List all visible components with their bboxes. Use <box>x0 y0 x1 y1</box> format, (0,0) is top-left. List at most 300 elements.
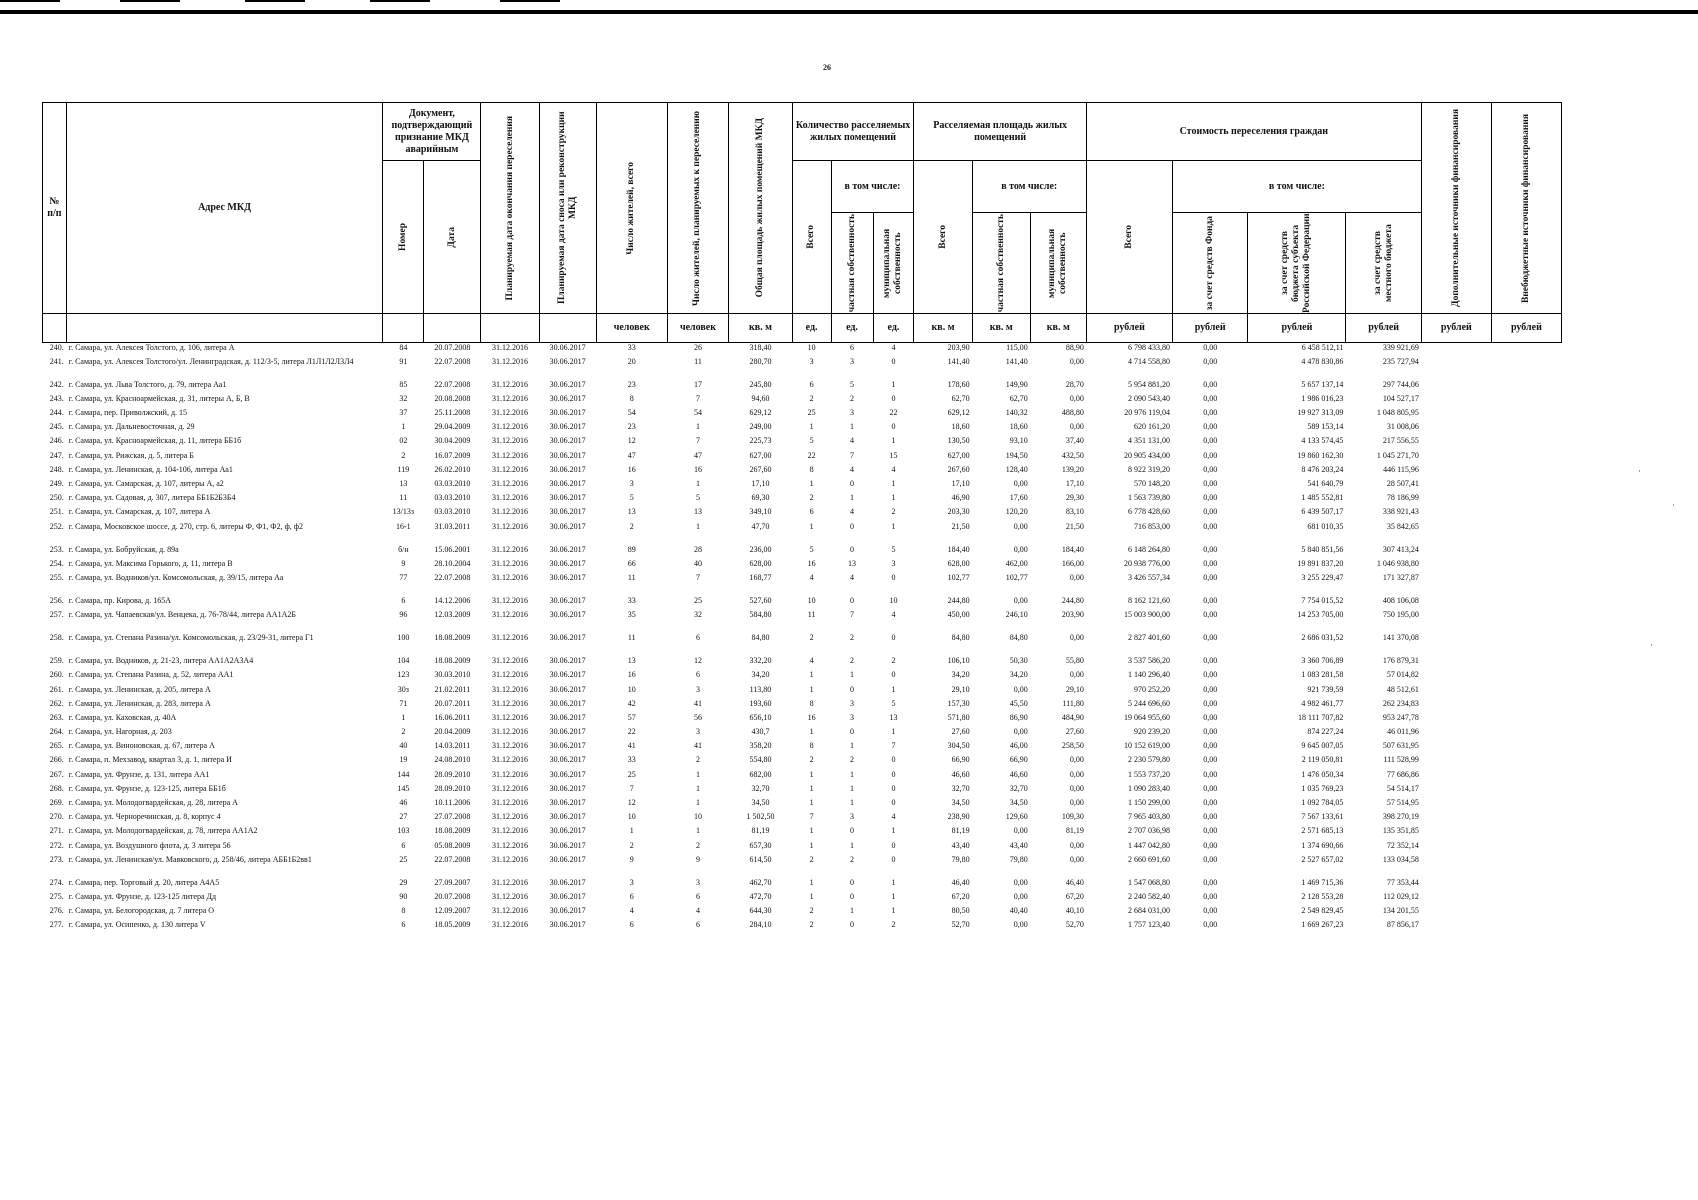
row-cost-local: 398 270,19 <box>1382 812 1419 822</box>
row-rooms-municipal: 0 <box>891 356 896 366</box>
row-cost-fund: 0,00 <box>1203 436 1218 446</box>
col-area-municipal: муниципальная собственность <box>1030 213 1086 314</box>
row-area-municipal: 484,90 <box>1061 712 1084 722</box>
row-doc-number: 2 <box>401 450 406 460</box>
row-rooms-private: 3 <box>850 812 854 822</box>
row-cost-local: 72 352,14 <box>1386 840 1419 850</box>
col-area-group: Расселяемая площадь жилых помещений <box>914 103 1086 161</box>
row-rooms-total: 11 <box>807 610 816 620</box>
row-area-private: 140,32 <box>1005 408 1028 418</box>
row-cost-fund: 0,00 <box>1203 712 1218 722</box>
row-cost-subject: 1 469 715,36 <box>1301 877 1344 887</box>
row-area-private: 43,40 <box>1009 840 1028 850</box>
row-demolish-date: 30.06.2017 <box>549 812 586 822</box>
col-planned-demolish-date: Планируемая дата сноса или реконструкции МКД <box>539 103 596 314</box>
row-resettle-date: 31.12.2016 <box>492 393 528 403</box>
col-residents-planned: Число жителей, планируемых к переселению <box>667 103 728 314</box>
row-cost-total: 6 798 433,80 <box>1127 343 1170 352</box>
row-num: 242. <box>49 379 64 389</box>
table-row <box>43 408 1562 422</box>
row-total-area: 318,40 <box>749 343 772 352</box>
row-cost-local: 48 512,61 <box>1386 684 1419 694</box>
row-area-municipal: 0,00 <box>1069 670 1084 680</box>
row-resettle-date: 31.12.2016 <box>492 906 528 916</box>
row-resettle-date: 31.12.2016 <box>492 356 528 366</box>
row-doc-date: 22.07.2008 <box>434 854 471 864</box>
row-cost-local: 262 234,83 <box>1382 698 1419 708</box>
row-cost-total: 19 064 955,60 <box>1123 712 1170 722</box>
table-body <box>43 343 1562 935</box>
row-address: г. Самара, ул. Фрунзе, д. 123-125, литера ББ1б <box>68 783 226 793</box>
unit-cell <box>383 314 424 343</box>
row-total-area: 280,70 <box>749 356 772 366</box>
row-offbudget-sources <box>1491 493 1561 507</box>
row-rooms-total: 22 <box>807 450 816 460</box>
row-address: г. Самара, ул. Дальневосточная, д. 29 <box>68 422 195 432</box>
row-offbudget-sources <box>1491 559 1561 573</box>
row-residents-planned: 1 <box>695 521 700 531</box>
row-rooms-private: 3 <box>850 712 854 722</box>
row-area-municipal: 0,00 <box>1069 854 1084 864</box>
row-area-private: 129,60 <box>1005 812 1028 822</box>
row-resettle-date: 31.12.2016 <box>492 450 528 460</box>
row-rooms-total: 2 <box>809 755 814 765</box>
row-cost-subject: 1 035 769,23 <box>1301 783 1344 793</box>
row-area-municipal: 0,00 <box>1069 769 1084 779</box>
row-residents-planned: 7 <box>695 393 700 403</box>
row-cost-subject: 1 669 267,23 <box>1301 920 1344 930</box>
row-area-total: 184,40 <box>947 544 970 554</box>
row-doc-number: 29 <box>399 877 408 887</box>
row-extra-sources <box>1421 906 1491 920</box>
row-total-area: 69,30 <box>751 493 770 503</box>
row-doc-date: 20.07.2008 <box>434 343 471 352</box>
row-cost-local: 338 921,43 <box>1382 507 1419 517</box>
row-resettle-date: 31.12.2016 <box>492 741 528 751</box>
row-rooms-private: 2 <box>850 656 854 666</box>
row-num: 260. <box>49 670 64 680</box>
unit-rub: рублей <box>1421 314 1491 343</box>
row-num: 250. <box>49 493 64 503</box>
row-num: 271. <box>49 826 64 836</box>
row-area-private: 46,00 <box>1009 741 1028 751</box>
row-cost-local: 446 115,96 <box>1383 464 1419 474</box>
row-area-municipal: 109,30 <box>1061 812 1084 822</box>
row-cost-subject: 681 010,35 <box>1307 521 1344 531</box>
row-num: 259. <box>49 656 64 666</box>
row-doc-number: 13 <box>399 479 408 488</box>
row-rooms-private: 2 <box>850 854 854 864</box>
table-row <box>43 727 1562 741</box>
row-num: 265. <box>49 741 64 751</box>
row-cost-subject: 6 439 507,17 <box>1301 507 1344 517</box>
row-residents-total: 33 <box>627 343 636 352</box>
row-cost-total: 20 976 119,04 <box>1124 408 1170 418</box>
row-demolish-date: 30.06.2017 <box>549 356 586 366</box>
row-rooms-private: 3 <box>850 698 854 708</box>
row-area-municipal: 0,00 <box>1069 572 1084 582</box>
row-rooms-total: 1 <box>809 891 814 901</box>
row-rooms-private: 1 <box>850 741 854 751</box>
col-extra-sources: Дополнительные источники финансирования <box>1421 103 1491 314</box>
row-area-private: 141,40 <box>1005 356 1028 366</box>
row-doc-date: 14.03.2011 <box>434 741 471 751</box>
col-doc-number: Номер <box>383 161 424 314</box>
row-residents-total: 54 <box>627 408 636 418</box>
row-rooms-municipal: 4 <box>891 610 896 620</box>
row-total-area: 462,70 <box>749 877 772 887</box>
row-area-total: 157,30 <box>947 698 970 708</box>
row-area-municipal: 244,80 <box>1061 595 1084 605</box>
row-cost-local: 46 011,96 <box>1387 727 1419 737</box>
row-address: г. Самара, ул. Каховская, д. 40А <box>68 712 177 722</box>
row-address: г. Самара, Московское шоссе, д. 270, стр. 6, литеры Ф, Ф1, Ф2, ф, ф2 <box>68 521 303 531</box>
row-doc-number: 1 <box>401 712 406 722</box>
row-demolish-date: 30.06.2017 <box>549 741 586 751</box>
row-residents-total: 22 <box>627 727 636 737</box>
row-cost-local: 217 556,55 <box>1382 436 1419 446</box>
row-resettle-date: 31.12.2016 <box>492 755 528 765</box>
row-cost-total: 2 660 691,60 <box>1127 854 1170 864</box>
row-residents-planned: 3 <box>695 684 700 694</box>
row-rooms-private: 4 <box>850 507 854 517</box>
scan-speck: · <box>1672 500 1675 510</box>
row-cost-local: 57 014,82 <box>1386 670 1419 680</box>
row-cost-total: 6 148 264,80 <box>1127 544 1170 554</box>
table-row <box>43 633 1562 656</box>
row-cost-subject: 1 374 690,66 <box>1301 840 1344 850</box>
row-offbudget-sources <box>1491 465 1561 479</box>
row-extra-sources <box>1421 357 1491 380</box>
row-area-total: 34,20 <box>951 670 970 680</box>
row-rooms-private: 0 <box>850 684 854 694</box>
row-doc-date: 22.07.2008 <box>434 572 471 582</box>
row-doc-number: 90 <box>399 891 408 901</box>
row-cost-total: 1 547 068,80 <box>1127 877 1170 887</box>
row-cost-local: 953 247,78 <box>1382 712 1419 722</box>
row-residents-total: 6 <box>629 920 634 930</box>
row-address: г. Самара, ул. Степана Разина/ул. Комсомольская, д. 23/29-31, литера Г1 <box>68 633 314 643</box>
row-offbudget-sources <box>1491 755 1561 769</box>
row-total-area: 245,80 <box>749 379 772 389</box>
row-doc-date: 14.12.2006 <box>434 595 471 605</box>
row-cost-fund: 0,00 <box>1203 826 1218 836</box>
row-cost-subject: 4 982 461,77 <box>1301 698 1344 708</box>
row-rooms-private: 1 <box>850 840 854 850</box>
row-demolish-date: 30.06.2017 <box>549 464 586 474</box>
unit-rub: рублей <box>1172 314 1247 343</box>
row-cost-local: 134 201,55 <box>1382 906 1419 916</box>
col-rooms-municipal: муниципальная собственность <box>873 213 914 314</box>
row-resettle-date: 31.12.2016 <box>492 877 528 887</box>
row-offbudget-sources <box>1491 545 1561 559</box>
row-cost-local: 31 008,06 <box>1386 422 1419 432</box>
row-doc-number: 2 <box>401 727 406 737</box>
row-rooms-private: 1 <box>850 906 854 916</box>
col-cost-subject: за счет средств бюджета субъекта Российской Федерации <box>1248 213 1346 314</box>
row-doc-number: 13/13з <box>392 507 415 517</box>
row-area-municipal: 17,10 <box>1065 479 1084 488</box>
row-cost-subject: 541 640,79 <box>1307 479 1344 488</box>
row-extra-sources <box>1421 699 1491 713</box>
row-area-total: 203,90 <box>947 343 970 352</box>
row-residents-total: 3 <box>629 877 634 887</box>
row-residents-planned: 7 <box>695 436 700 446</box>
row-extra-sources <box>1421 755 1491 769</box>
row-num: 275. <box>49 891 64 901</box>
row-residents-planned: 1 <box>695 422 700 432</box>
row-area-total: 34,50 <box>951 798 970 807</box>
row-num: 266. <box>49 755 64 765</box>
row-resettle-date: 31.12.2016 <box>492 572 528 582</box>
row-area-private: 194,50 <box>1005 450 1028 460</box>
row-demolish-date: 30.06.2017 <box>549 393 586 403</box>
row-resettle-date: 31.12.2016 <box>492 684 528 694</box>
row-cost-fund: 0,00 <box>1203 479 1218 488</box>
row-cost-subject: 4 133 574,45 <box>1301 436 1344 446</box>
row-demolish-date: 30.06.2017 <box>549 493 586 503</box>
row-cost-total: 2 684 031,00 <box>1127 906 1170 916</box>
row-area-municipal: 111,80 <box>1062 698 1084 708</box>
row-extra-sources <box>1421 770 1491 784</box>
row-demolish-date: 30.06.2017 <box>549 343 586 352</box>
row-cost-total: 1 090 283,40 <box>1127 783 1170 793</box>
row-cost-total: 716 853,00 <box>1133 521 1170 531</box>
row-doc-date: 20.04.2009 <box>434 727 471 737</box>
row-demolish-date: 30.06.2017 <box>549 755 586 765</box>
row-doc-date: 21.02.2011 <box>434 684 471 694</box>
row-resettle-date: 31.12.2016 <box>492 670 528 680</box>
row-residents-total: 33 <box>627 755 636 765</box>
row-total-area: 236,00 <box>749 544 772 554</box>
row-cost-local: 57 514,95 <box>1386 798 1419 807</box>
row-cost-local: 35 842,65 <box>1386 521 1419 531</box>
row-cost-fund: 0,00 <box>1203 783 1218 793</box>
row-cost-local: 1 048 805,95 <box>1376 408 1419 418</box>
scan-mark <box>0 0 60 2</box>
row-cost-subject: 3 255 229,47 <box>1301 572 1344 582</box>
row-address: г. Самара, ул. Фрунзе, д. 131, литера АА1 <box>68 769 210 779</box>
row-residents-total: 41 <box>627 741 636 751</box>
row-rooms-total: 16 <box>807 558 816 568</box>
row-area-municipal: 139,20 <box>1061 464 1084 474</box>
col-area-private: частная собственность <box>972 213 1030 314</box>
table-row <box>43 465 1562 479</box>
row-extra-sources <box>1421 545 1491 559</box>
row-residents-total: 6 <box>629 891 634 901</box>
row-area-total: 238,90 <box>947 812 970 822</box>
resettlement-table <box>42 102 1562 935</box>
row-resettle-date: 31.12.2016 <box>492 464 528 474</box>
row-residents-total: 16 <box>627 464 636 474</box>
row-area-total: 106,10 <box>947 656 970 666</box>
row-area-private: 128,40 <box>1005 464 1028 474</box>
row-area-municipal: 0,00 <box>1069 422 1084 432</box>
row-extra-sources <box>1421 920 1491 934</box>
unit-sqm: кв. м <box>972 314 1030 343</box>
row-rooms-municipal: 1 <box>891 521 896 531</box>
row-rooms-total: 6 <box>809 379 814 389</box>
row-cost-total: 2 090 543,40 <box>1127 393 1170 403</box>
row-address: г. Самара, ул. Фрунзе, д. 123-125 литера Дд <box>68 891 217 901</box>
row-doc-number: 96 <box>399 610 408 620</box>
row-cost-total: 10 152 619,00 <box>1123 741 1170 751</box>
col-cost-local: за счет средств местного бюджета <box>1346 213 1421 314</box>
row-cost-fund: 0,00 <box>1203 798 1218 807</box>
row-area-municipal: 83,10 <box>1065 507 1084 517</box>
row-demolish-date: 30.06.2017 <box>549 877 586 887</box>
table-row <box>43 741 1562 755</box>
row-doc-number: 6 <box>401 840 406 850</box>
row-num: 240. <box>49 343 64 352</box>
row-address: г. Самара, пр. Кирова, д. 165А <box>68 595 172 605</box>
row-residents-planned: 12 <box>693 656 702 666</box>
row-cost-total: 920 239,20 <box>1133 727 1170 737</box>
row-cost-subject: 589 153,14 <box>1307 422 1344 432</box>
row-area-municipal: 40,10 <box>1065 906 1084 916</box>
col-cost-fund: за счет средств Фонда <box>1172 213 1247 314</box>
row-area-total: 46,40 <box>951 877 970 887</box>
row-residents-total: 3 <box>629 479 634 488</box>
row-area-private: 93,10 <box>1009 436 1028 446</box>
row-area-private: 45,50 <box>1009 698 1028 708</box>
row-resettle-date: 31.12.2016 <box>492 521 528 531</box>
row-residents-planned: 6 <box>695 891 700 901</box>
row-num: 244. <box>49 408 64 418</box>
row-cost-total: 1 757 123,40 <box>1127 920 1170 930</box>
row-rooms-municipal: 5 <box>891 698 896 708</box>
row-area-total: 203,30 <box>947 507 970 517</box>
row-extra-sources <box>1421 343 1491 357</box>
row-rooms-total: 1 <box>809 783 814 793</box>
row-doc-date: 15.06.2001 <box>434 544 471 554</box>
row-address: г. Самара, ул. Самарская, д. 107, литера А <box>68 507 211 517</box>
row-rooms-total: 8 <box>809 741 814 751</box>
row-num: 269. <box>49 798 64 807</box>
row-rooms-total: 2 <box>809 920 814 930</box>
row-rooms-total: 1 <box>809 798 814 807</box>
table-row <box>43 906 1562 920</box>
row-rooms-private: 0 <box>850 544 854 554</box>
row-cost-total: 8 162 121,60 <box>1127 595 1170 605</box>
row-num: 270. <box>49 812 64 822</box>
row-rooms-total: 1 <box>809 422 814 432</box>
row-area-private: 34,20 <box>1009 670 1028 680</box>
row-area-private: 120,20 <box>1005 507 1028 517</box>
row-area-municipal: 0,00 <box>1069 783 1084 793</box>
unit-sqm: кв. м <box>1030 314 1086 343</box>
row-offbudget-sources <box>1491 436 1561 450</box>
row-area-private: 17,60 <box>1009 493 1028 503</box>
row-address: г. Самара, ул. Ленинская, д. 205, литера А <box>68 684 211 694</box>
unit-rub: рублей <box>1346 314 1421 343</box>
table-row <box>43 656 1562 670</box>
row-address: г. Самара, ул. Самарская, д. 107, литеры А, а2 <box>68 479 224 488</box>
row-num: 277. <box>49 920 64 930</box>
row-doc-number: 119 <box>397 464 410 474</box>
row-cost-total: 1 563 739,80 <box>1127 493 1170 503</box>
table-row <box>43 596 1562 610</box>
row-total-area: 527,60 <box>749 595 772 605</box>
row-cost-total: 7 965 403,80 <box>1127 812 1170 822</box>
row-cost-subject: 18 111 707,82 <box>1298 712 1344 722</box>
row-area-municipal: 258,50 <box>1061 741 1084 751</box>
row-doc-number: 9 <box>401 558 406 568</box>
row-rooms-total: 2 <box>809 393 814 403</box>
row-rooms-total: 25 <box>807 408 816 418</box>
row-residents-planned: 26 <box>693 343 702 352</box>
row-rooms-municipal: 0 <box>891 798 896 807</box>
row-area-total: 130,50 <box>947 436 970 446</box>
row-residents-planned: 40 <box>693 558 702 568</box>
row-cost-local: 408 106,08 <box>1382 595 1419 605</box>
row-address: г. Самара, ул. Нагорная, д. 203 <box>68 727 172 737</box>
row-residents-planned: 32 <box>693 610 702 620</box>
row-rooms-private: 2 <box>850 393 854 403</box>
row-address: г. Самара, ул. Красноармейская, д. 31, литеры А, Б, В <box>68 393 250 403</box>
row-num: 253. <box>49 544 64 554</box>
row-num: 276. <box>49 906 64 916</box>
row-doc-number: 6 <box>401 920 406 930</box>
row-area-total: 43,40 <box>951 840 970 850</box>
row-residents-planned: 6 <box>695 920 700 930</box>
row-offbudget-sources <box>1491 394 1561 408</box>
row-doc-date: 30.03.2010 <box>434 670 471 680</box>
row-rooms-municipal: 4 <box>891 464 896 474</box>
row-residents-total: 42 <box>627 698 636 708</box>
row-offbudget-sources <box>1491 906 1561 920</box>
row-residents-total: 16 <box>627 670 636 680</box>
row-address: г. Самара, ул. Воздушного флота, д. 3 литера 56 <box>68 840 231 850</box>
row-residents-total: 89 <box>627 544 636 554</box>
row-resettle-date: 31.12.2016 <box>492 812 528 822</box>
row-area-municipal: 37,40 <box>1065 436 1084 446</box>
row-rooms-municipal: 5 <box>891 544 896 554</box>
row-offbudget-sources <box>1491 380 1561 394</box>
row-total-area: 358,20 <box>749 741 772 751</box>
row-doc-date: 24.08.2010 <box>434 755 471 765</box>
row-cost-fund: 0,00 <box>1203 507 1218 517</box>
row-extra-sources <box>1421 573 1491 596</box>
row-doc-number: 19 <box>399 755 408 765</box>
row-rooms-total: 1 <box>809 840 814 850</box>
row-demolish-date: 30.06.2017 <box>549 633 586 643</box>
row-doc-date: 28.09.2010 <box>434 769 471 779</box>
scan-speck: · <box>1638 466 1641 476</box>
table-row <box>43 892 1562 906</box>
row-cost-local: 339 921,69 <box>1382 343 1419 352</box>
row-demolish-date: 30.06.2017 <box>549 479 586 488</box>
row-resettle-date: 31.12.2016 <box>492 854 528 864</box>
row-cost-total: 2 707 036,98 <box>1127 826 1170 836</box>
row-cost-fund: 0,00 <box>1203 610 1218 620</box>
row-cost-fund: 0,00 <box>1203 343 1218 352</box>
row-residents-planned: 1 <box>695 783 700 793</box>
unit-cell <box>43 314 67 343</box>
row-offbudget-sources <box>1491 357 1561 380</box>
row-cost-fund: 0,00 <box>1203 493 1218 503</box>
row-cost-fund: 0,00 <box>1203 920 1218 930</box>
row-rooms-total: 10 <box>807 343 816 352</box>
row-doc-number: 40 <box>399 741 408 751</box>
row-rooms-municipal: 22 <box>889 408 898 418</box>
row-doc-number: 6 <box>401 595 406 605</box>
row-resettle-date: 31.12.2016 <box>492 712 528 722</box>
row-extra-sources <box>1421 713 1491 727</box>
row-offbudget-sources <box>1491 670 1561 684</box>
row-cost-local: 176 879,31 <box>1382 656 1419 666</box>
col-area-total: Всего <box>914 161 972 314</box>
